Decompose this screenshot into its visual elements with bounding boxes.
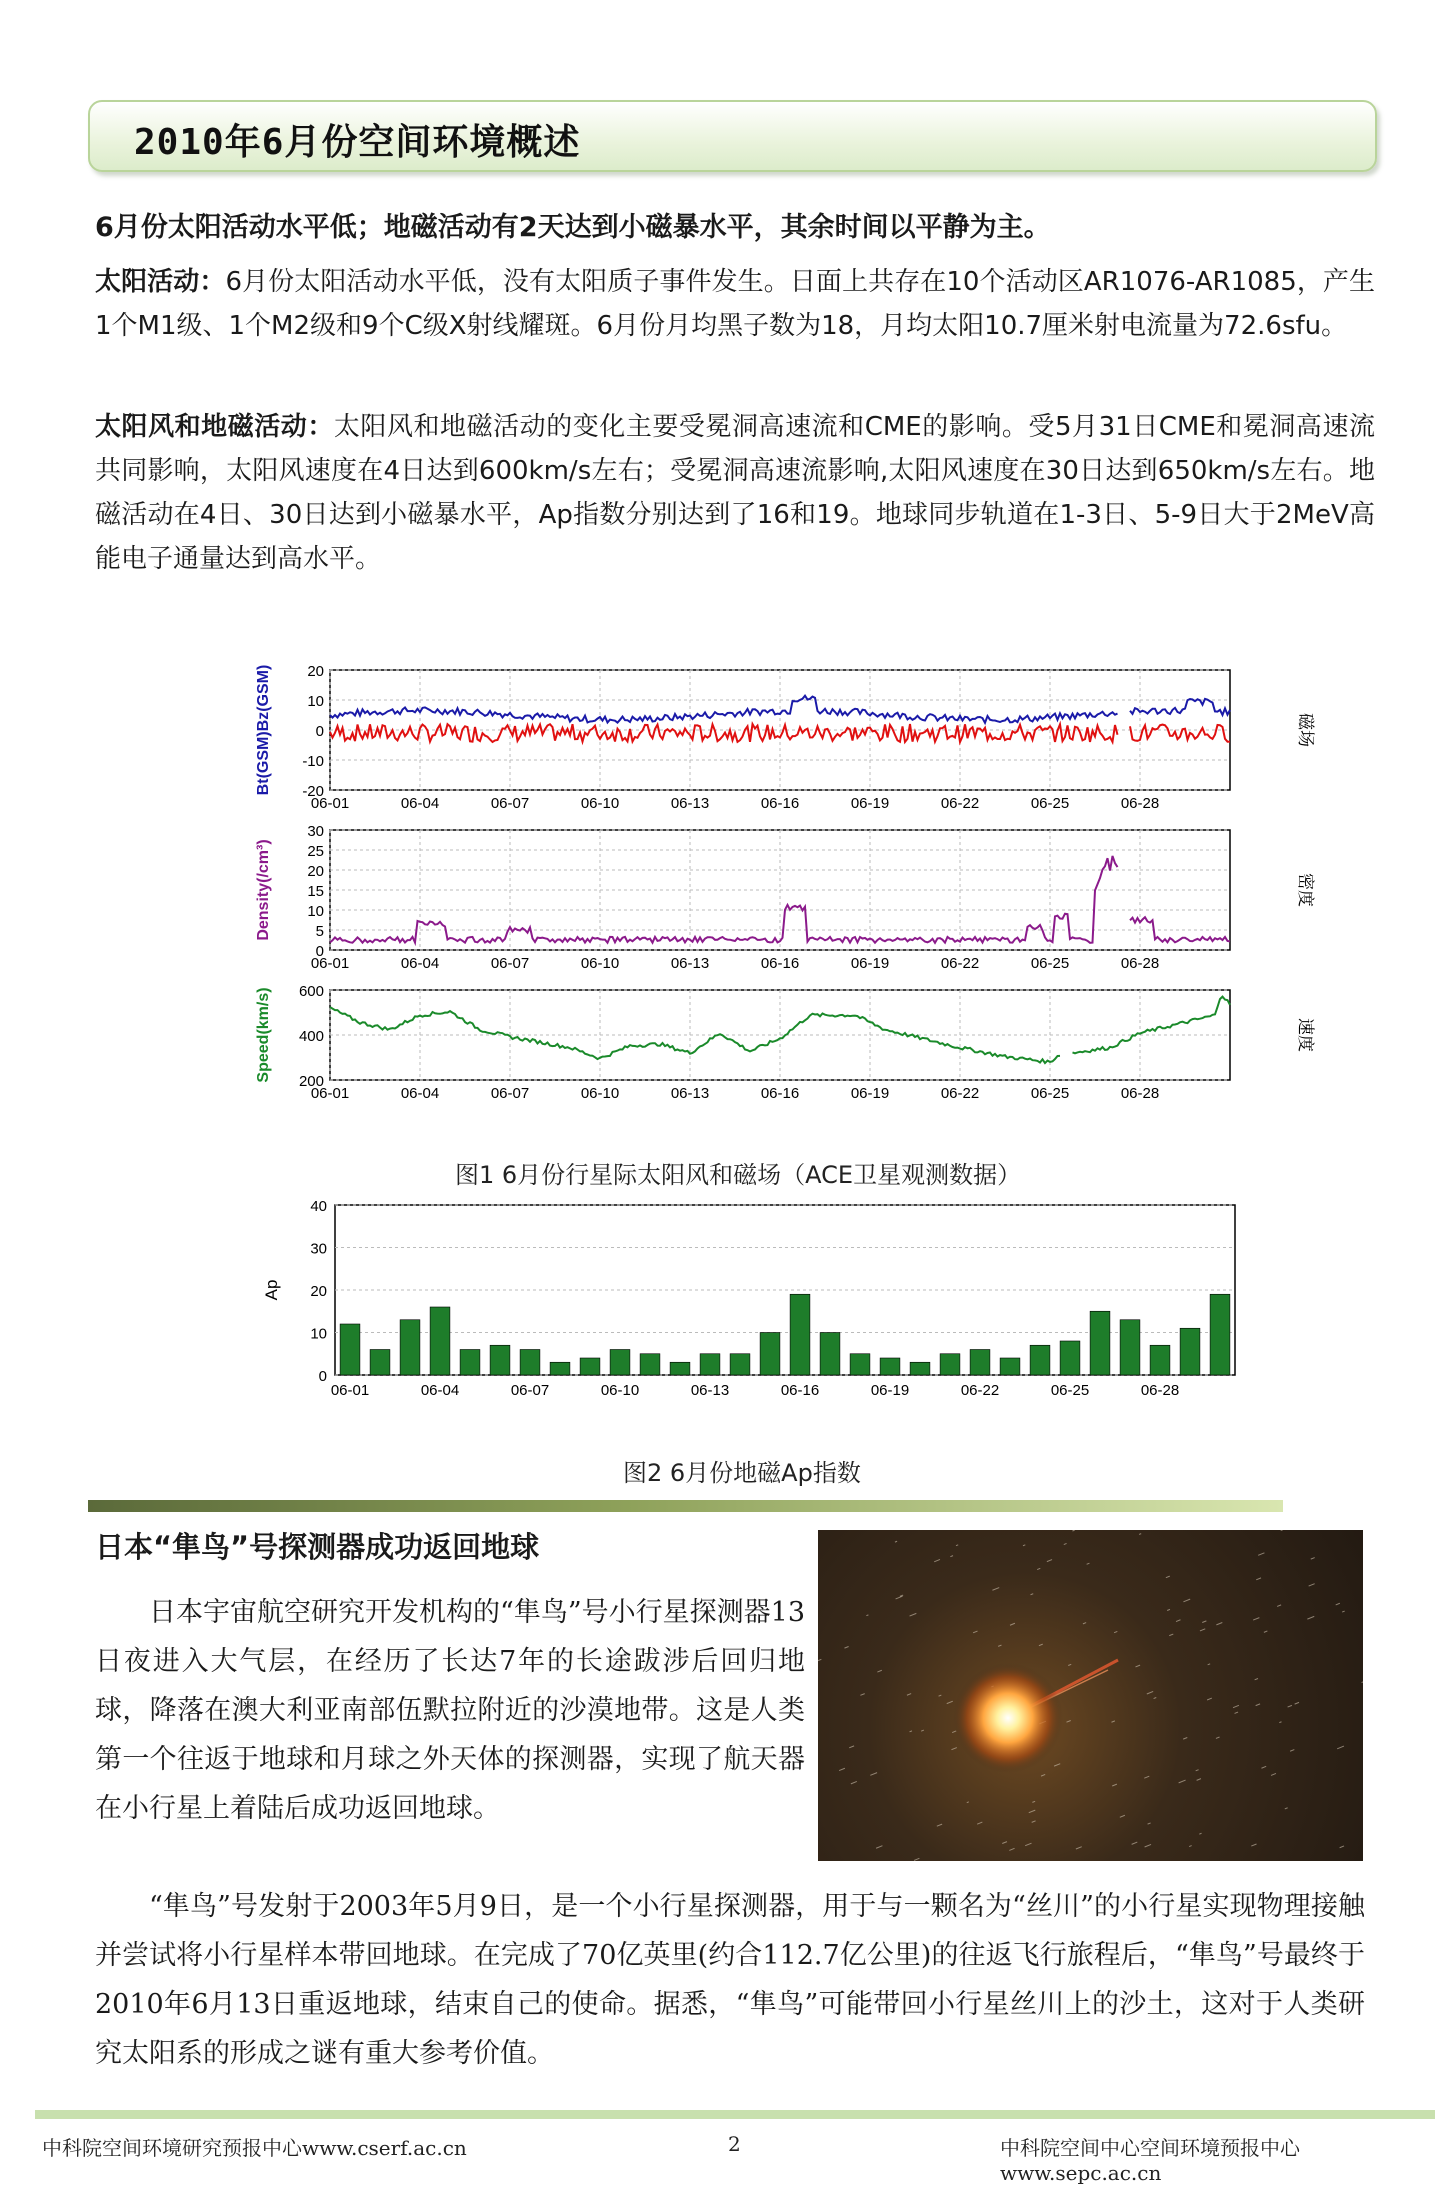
star-streak: [1340, 1846, 1344, 1848]
star-streak: [1136, 1665, 1141, 1667]
density-xtick: 06-28: [1120, 955, 1160, 972]
ap-ytick: 30: [310, 1240, 327, 1258]
star-streak: [1261, 1766, 1266, 1768]
ap-bar-06-03: [400, 1320, 420, 1375]
news-paragraph-1: 日本宇宙航空研究开发机构的“隼鸟”号小行星探测器13日夜进入大气层，在经历了长达7年的长途跋涉后回归地球，降落在澳大利亚南部伍默拉附近的沙漠地带。这是人类第一个往返于地球和月球之外天体的探测器，实现了航天器在小行星上着陆后成功返回地球。: [95, 1597, 805, 1824]
star-streak: [992, 1588, 999, 1591]
ap-bar-06-30: [1210, 1294, 1230, 1375]
ap-ytick: 0: [318, 1368, 327, 1385]
star-streak: [1362, 1680, 1363, 1683]
ap-bar-06-10: [610, 1350, 630, 1376]
density-xtick: 06-10: [580, 955, 620, 972]
footer-line: [35, 2110, 1435, 2119]
hayabusa-reentry-photo: [818, 1530, 1363, 1861]
density-ytick: 15: [307, 883, 324, 900]
star-streak: [818, 1659, 821, 1660]
star-streak: [1037, 1568, 1040, 1569]
news-paragraph-2: “隼鸟”号发射于2003年5月9日，是一个小行星探测器，用于与一颗名为“丝川”的小行星实现物理接触并尝试将小行星样本带回地球。在完成了70亿英里(约合112.7亿公里)的往返飞行旅程后，“隼鸟”号最终于2010年6月13日重返地球，结束自己的使命。据悉，“隼鸟”可能带回小行星丝川上的沙土，这对于人类研究太阳系的形成之谜有重大参考价值。: [95, 1891, 1365, 2069]
ap-bar-06-19: [880, 1358, 900, 1375]
star-streak: [1208, 1664, 1210, 1665]
star-streak: [1342, 1611, 1345, 1612]
solar-wind-lead: 太阳风和地磁活动：: [95, 412, 334, 442]
ap-xtick: 06-16: [780, 1382, 820, 1399]
star-streak: [1216, 1737, 1220, 1738]
star-streak: [1064, 1543, 1067, 1544]
star-streak: [998, 1645, 1001, 1646]
solar-activity-text: 6月份太阳活动水平低，没有太阳质子事件发生。日面上共存在10个活动区AR1076-AR1085，产生1个M1级、1个M2级和9个C级X射线耀斑。6月份月均黑子数为18，月均太阳10.7厘米射电流量为72.6sfu。: [95, 267, 1375, 341]
star-streak: [1032, 1821, 1036, 1823]
footer-left: 中科院空间环境研究预报中心www.cserf.ac.cn: [42, 2136, 467, 2160]
star-streak: [939, 1695, 942, 1696]
magnetic-field-xtick: 06-01: [310, 795, 350, 812]
magnetic-field-xtick: 06-07: [490, 795, 530, 812]
star-streak: [1009, 1848, 1014, 1850]
ap-xtick: 06-13: [690, 1382, 730, 1399]
star-streak: [1251, 1844, 1256, 1846]
star-streak: [947, 1701, 953, 1703]
ap-ylabel: Ap: [262, 1279, 281, 1301]
star-streak: [950, 1556, 953, 1557]
star-streak: [1068, 1664, 1071, 1665]
star-streak: [1002, 1842, 1007, 1844]
speed-xtick: 06-13: [670, 1085, 710, 1102]
star-streak: [1207, 1698, 1212, 1700]
speed-ytick: 600: [298, 983, 324, 1000]
ap-bar-06-21: [940, 1354, 960, 1375]
ap-bar-06-20: [910, 1362, 930, 1375]
speed-xtick: 06-25: [1030, 1085, 1070, 1102]
star-streak: [1169, 1634, 1173, 1636]
star-streak: [849, 1746, 854, 1748]
ap-bar-06-16: [790, 1294, 810, 1375]
star-streak: [907, 1694, 911, 1696]
ap-bar-06-12: [670, 1362, 690, 1375]
density-xtick: 06-25: [1030, 955, 1070, 972]
star-streak: [1200, 1629, 1205, 1631]
ap-bar-06-24: [1030, 1345, 1050, 1375]
star-streak: [876, 1846, 882, 1849]
star-streak: [1256, 1578, 1261, 1580]
star-streak: [1167, 1609, 1170, 1610]
speed-side-label: 速度: [1296, 1018, 1315, 1052]
star-streak: [866, 1615, 868, 1616]
star-streak: [844, 1646, 848, 1648]
ap-bar-06-27: [1120, 1320, 1140, 1375]
ap-bar-06-25: [1060, 1341, 1080, 1375]
star-streak: [956, 1545, 958, 1546]
ap-xtick: 06-19: [870, 1382, 910, 1399]
star-streak: [1277, 1605, 1281, 1607]
speed-xtick: 06-10: [580, 1085, 620, 1102]
star-streak: [860, 1694, 864, 1696]
title-bar: [88, 100, 1377, 172]
ap-bar-06-04: [430, 1307, 450, 1375]
star-streak: [1258, 1553, 1264, 1556]
star-streak: [1120, 1815, 1125, 1817]
magnetic-field-ytick: 0: [315, 723, 324, 740]
star-streak: [896, 1596, 903, 1599]
star-streak: [1054, 1764, 1060, 1766]
star-streak: [1216, 1622, 1222, 1624]
speed-xtick: 06-16: [760, 1085, 800, 1102]
star-streak: [1176, 1620, 1180, 1622]
star-streak: [895, 1541, 897, 1542]
density-xtick: 06-22: [940, 955, 980, 972]
star-streak: [870, 1773, 877, 1776]
magnetic-field-xtick: 06-13: [670, 795, 710, 812]
density-xtick: 06-01: [310, 955, 350, 972]
ap-bar-06-14: [730, 1354, 750, 1375]
star-streak: [934, 1559, 940, 1561]
magnetic-field-xtick: 06-10: [580, 795, 620, 812]
star-streak: [910, 1731, 912, 1732]
ap-ytick: 10: [310, 1325, 327, 1343]
star-streak: [1233, 1705, 1239, 1707]
star-streak: [1235, 1712, 1238, 1713]
magnetic-field-xtick: 06-19: [850, 795, 890, 812]
density-ytick: 25: [307, 843, 324, 860]
density-xtick: 06-13: [670, 955, 710, 972]
magnetic-field-xtick: 06-28: [1120, 795, 1160, 812]
ap-bar-06-01: [340, 1324, 360, 1375]
speed-ytick: 200: [298, 1073, 324, 1090]
ap-ytick: 40: [310, 1198, 327, 1215]
ap-bar-06-28: [1150, 1345, 1170, 1375]
density-xtick: 06-19: [850, 955, 890, 972]
speed-xtick: 06-04: [400, 1085, 440, 1102]
star-streak: [1183, 1599, 1190, 1602]
section-divider: [88, 1500, 1283, 1512]
ap-bar-06-18: [850, 1354, 870, 1375]
star-streak: [1114, 1631, 1117, 1632]
magnetic-field-panel: [255, 663, 1315, 812]
star-streak: [851, 1781, 857, 1783]
ap-bar-06-07: [520, 1350, 540, 1376]
ap-xtick: 06-01: [330, 1382, 370, 1399]
star-streak: [1139, 1534, 1141, 1535]
star-streak: [1025, 1843, 1031, 1846]
ap-bar-06-17: [820, 1333, 840, 1376]
star-streak: [839, 1768, 845, 1770]
ap-xtick: 06-10: [600, 1382, 640, 1399]
density-ytick: 0: [315, 943, 324, 960]
star-streak: [1147, 1691, 1153, 1694]
magnetic-field-ytick: 10: [307, 693, 324, 710]
star-streak: [914, 1858, 919, 1860]
star-streak: [1111, 1721, 1114, 1722]
star-streak: [910, 1613, 917, 1616]
ap-index-chart: [255, 1195, 1255, 1425]
figure2-caption: 图2 6月份地磁Ap指数: [623, 1459, 861, 1487]
density-xtick: 06-07: [490, 955, 530, 972]
ap-xtick: 06-04: [420, 1382, 460, 1399]
magnetic-field-xtick: 06-16: [760, 795, 800, 812]
star-streak: [1179, 1780, 1186, 1783]
ap-bar-06-15: [760, 1333, 780, 1376]
density-xtick: 06-04: [400, 955, 440, 972]
page-title: 2010年6月份空间环境概述: [134, 122, 581, 163]
star-streak: [1307, 1616, 1314, 1619]
star-streak: [1148, 1823, 1151, 1824]
page-number: 2: [728, 2132, 741, 2156]
star-streak: [937, 1824, 942, 1826]
ap-ytick: 20: [310, 1283, 327, 1300]
ap-bar-06-29: [1180, 1328, 1200, 1375]
star-streak: [1281, 1530, 1283, 1531]
density-ytick: 20: [307, 863, 324, 880]
footer-right: 中科院空间中心空间环境预报中心www.sepc.ac.cn: [1000, 2136, 1300, 2185]
ap-bar-06-08: [550, 1362, 570, 1375]
star-streak: [1076, 1847, 1082, 1849]
solar-activity-paragraph: [95, 260, 1375, 348]
star-streak: [1083, 1623, 1086, 1624]
density-ylabel: Density(/cm³): [255, 839, 272, 941]
speed-ylabel: Speed(km/s): [255, 987, 272, 1083]
reentry-fireball-image: [818, 1530, 1363, 1861]
magnetic-field-xtick: 06-04: [400, 795, 440, 812]
star-streak: [1039, 1644, 1043, 1646]
ap-xtick: 06-28: [1140, 1382, 1180, 1399]
speed-xtick: 06-28: [1120, 1085, 1160, 1102]
star-streak: [967, 1802, 969, 1803]
star-streak: [977, 1822, 982, 1824]
star-streak: [1067, 1721, 1071, 1723]
star-streak: [1264, 1631, 1267, 1632]
ap-xtick: 06-07: [510, 1382, 550, 1399]
star-streak: [1256, 1704, 1260, 1706]
ap-bar-06-05: [460, 1350, 480, 1376]
star-streak: [1047, 1560, 1052, 1562]
star-streak: [1311, 1558, 1315, 1560]
star-streak: [1023, 1545, 1025, 1546]
ap-bar-06-13: [700, 1354, 720, 1375]
ap-bar-06-22: [970, 1350, 990, 1376]
star-streak: [1144, 1776, 1149, 1778]
summary: 6月份太阳活动水平低；地磁活动有2天达到小磁暴水平，其余时间以平静为主。: [95, 212, 1051, 243]
star-streak: [1285, 1808, 1288, 1809]
star-streak: [1154, 1698, 1157, 1699]
density-xtick: 06-16: [760, 955, 800, 972]
magnetic-field-xtick: 06-22: [940, 795, 980, 812]
star-streak: [1253, 1618, 1259, 1620]
density-panel: [255, 823, 1315, 972]
speed-xtick: 06-01: [310, 1085, 350, 1102]
star-streak: [1309, 1584, 1315, 1586]
star-streak: [1295, 1702, 1299, 1704]
density-side-label: 密度: [1296, 873, 1315, 907]
solar-wind-text: 太阳风和地磁活动的变化主要受冕洞高速流和CME的影响。受5月31日CME和冕洞高速流共同影响，太阳风速度在4日达到600km/s左右；受冕洞高速流影响,太阳风速度在30日达到650km/s左右。地磁活动在4日、30日达到小磁暴水平，Ap指数分别达到了16和19。地球同步轨道在1-3日、5-9日大于2MeV高能电子通量达到高水平。: [95, 412, 1375, 574]
star-streak: [1010, 1623, 1015, 1625]
speed-xtick: 06-07: [490, 1085, 530, 1102]
ap-bar-06-09: [580, 1358, 600, 1375]
magnetic-field-xtick: 06-25: [1030, 795, 1070, 812]
ap-xtick: 06-25: [1050, 1382, 1090, 1399]
star-streak: [921, 1730, 924, 1731]
star-streak: [877, 1670, 881, 1672]
star-streak: [1041, 1774, 1045, 1776]
magnetic-field-ylabel: Bt(GSM)Bz(GSM): [255, 664, 272, 796]
news-title: 日本“隼鸟”号探测器成功返回地球: [95, 1530, 540, 1564]
star-streak: [951, 1748, 956, 1750]
ap-bar-06-26: [1090, 1311, 1110, 1375]
ap-xtick: 06-22: [960, 1382, 1000, 1399]
star-streak: [1288, 1705, 1292, 1707]
ap-bar-06-06: [490, 1345, 510, 1375]
star-streak: [1255, 1679, 1258, 1680]
solar-activity-lead: 太阳活动：: [95, 267, 226, 297]
ap-bar-06-02: [370, 1350, 390, 1376]
speed-panel: [255, 983, 1315, 1102]
magnetic-field-ytick: 20: [307, 663, 324, 680]
star-streak: [1197, 1779, 1201, 1781]
star-streak: [1072, 1530, 1074, 1531]
speed-xtick: 06-19: [850, 1085, 890, 1102]
star-streak: [1290, 1750, 1294, 1752]
star-streak: [1112, 1784, 1117, 1786]
magnetic-field-ytick: -10: [302, 753, 324, 770]
solar-wind-figure: [240, 655, 1320, 1115]
star-streak: [1031, 1594, 1034, 1595]
star-streak: [1279, 1722, 1281, 1723]
solar-wind-paragraph: [95, 405, 1375, 581]
figure1-caption: 图1 6月份行星际太阳风和磁场（ACE卫星观测数据）: [455, 1161, 1022, 1189]
star-streak: [1196, 1770, 1199, 1771]
star-streak: [973, 1631, 977, 1633]
speed-xtick: 06-22: [940, 1085, 980, 1102]
star-streak: [1337, 1746, 1344, 1749]
density-ytick: 30: [307, 823, 324, 840]
star-streak: [1199, 1833, 1201, 1834]
star-streak: [1029, 1810, 1035, 1813]
star-streak: [1271, 1773, 1276, 1775]
magnetic-field-ytick: -20: [302, 783, 324, 800]
ap-bar-06-23: [1000, 1358, 1020, 1375]
star-streak: [1032, 1801, 1035, 1802]
star-streak: [1145, 1844, 1151, 1847]
magnetic-field-side-label: 磁场: [1296, 713, 1315, 747]
speed-ytick: 400: [298, 1028, 324, 1045]
density-ytick: 5: [315, 923, 324, 940]
star-streak: [1202, 1621, 1206, 1623]
star-streak: [1132, 1842, 1138, 1844]
star-streak: [1336, 1603, 1340, 1605]
star-streak: [1183, 1738, 1187, 1740]
star-streak: [1189, 1846, 1191, 1847]
star-streak: [1166, 1576, 1170, 1578]
star-streak: [1087, 1563, 1090, 1564]
density-ytick: 10: [307, 903, 324, 920]
ap-bar-06-11: [640, 1354, 660, 1375]
